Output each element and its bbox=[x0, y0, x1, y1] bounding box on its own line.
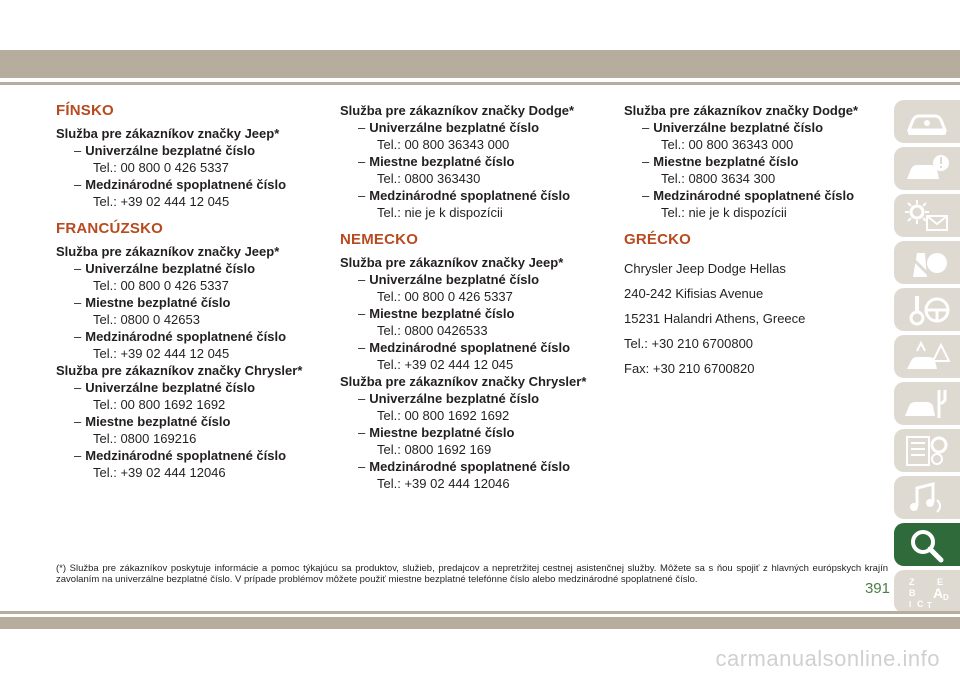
service-heading: Služba pre zákazníkov značky Jeep* bbox=[56, 126, 280, 141]
phone-number: Tel.: 00 800 0 426 5337 bbox=[93, 278, 229, 293]
tab-lights-messages[interactable] bbox=[894, 194, 960, 237]
section-title-germany: NEMECKO bbox=[340, 231, 419, 248]
car-tools-icon bbox=[903, 386, 951, 422]
footer-band bbox=[0, 617, 960, 629]
number-label: – Medzinárodné spoplatnené číslo bbox=[358, 339, 620, 356]
service-heading: Služba pre zákazníkov značky Chrysler* bbox=[56, 363, 303, 378]
address-line: Fax: +30 210 6700820 bbox=[624, 361, 755, 376]
column-1 bbox=[56, 102, 336, 481]
service-gear-icon bbox=[903, 433, 951, 469]
phone-number: Tel.: 00 800 0 426 5337 bbox=[93, 160, 229, 175]
number-label: – Univerzálne bezplatné číslo bbox=[74, 142, 336, 159]
key-steering-icon bbox=[903, 292, 951, 328]
number-label: – Univerzálne bezplatné číslo bbox=[74, 379, 336, 396]
number-label: – Univerzálne bezplatné číslo bbox=[358, 271, 620, 288]
header-band bbox=[0, 50, 960, 78]
number-label: – Medzinárodné spoplatnené číslo bbox=[74, 328, 336, 345]
number-label: – Medzinárodné spoplatnené číslo bbox=[74, 176, 336, 193]
phone-number: Tel.: 0800 363430 bbox=[377, 171, 481, 186]
tab-specifications[interactable] bbox=[894, 429, 960, 472]
section-title-france: FRANCÚZSKO bbox=[56, 220, 163, 237]
number-label: – Medzinárodné spoplatnené číslo bbox=[642, 187, 904, 204]
service-heading: Služba pre zákazníkov značky Chrysler* bbox=[340, 374, 587, 389]
index-letter: D bbox=[943, 592, 949, 602]
address-line: Tel.: +30 210 6700800 bbox=[624, 336, 754, 351]
watermark: carmanualsonline.info bbox=[715, 646, 940, 671]
number-label: – Univerzálne bezplatné číslo bbox=[358, 119, 620, 136]
index-letter: C bbox=[917, 598, 924, 609]
phone-number: Tel.: +39 02 444 12 045 bbox=[93, 346, 230, 361]
number-label: – Miestne bezplatné číslo bbox=[74, 294, 336, 311]
header-rule bbox=[0, 82, 960, 85]
service-heading: Služba pre zákazníkov značky Dodge* bbox=[624, 103, 859, 118]
tab-starting[interactable] bbox=[894, 288, 960, 331]
phone-number: Tel.: nie je k dispozícii bbox=[377, 205, 503, 220]
phone-number: Tel.: 00 800 1692 1692 bbox=[93, 397, 226, 412]
index-letter: I bbox=[909, 599, 912, 609]
tab-multimedia[interactable] bbox=[894, 476, 960, 519]
phone-number: Tel.: 00 800 1692 1692 bbox=[377, 408, 510, 423]
index-letter: E bbox=[937, 576, 944, 587]
number-label: – Miestne bezplatné číslo bbox=[642, 153, 904, 170]
multimedia-icon bbox=[903, 480, 951, 516]
service-heading: Služba pre zákazníkov značky Jeep* bbox=[56, 244, 280, 259]
light-message-icon bbox=[903, 198, 951, 234]
phone-number: Tel.: nie je k dispozícii bbox=[661, 205, 787, 220]
index-letter: T bbox=[927, 600, 932, 610]
number-label: – Medzinárodné spoplatnené číslo bbox=[358, 458, 620, 475]
address-line: 15231 Halandri Athens, Greece bbox=[624, 311, 806, 326]
column-3 bbox=[624, 102, 904, 385]
number-label: – Univerzálne bezplatné číslo bbox=[358, 390, 620, 407]
index-letter: B bbox=[909, 587, 916, 598]
number-label: – Miestne bezplatné číslo bbox=[358, 424, 620, 441]
phone-number: Tel.: +39 02 444 12 045 bbox=[377, 357, 514, 372]
number-label: – Univerzálne bezplatné číslo bbox=[642, 119, 904, 136]
phone-number: Tel.: 0800 1692 169 bbox=[377, 442, 492, 457]
section-title-finland: FÍNSKO bbox=[56, 102, 114, 119]
column-2 bbox=[340, 102, 620, 492]
phone-number: Tel.: 00 800 0 426 5337 bbox=[377, 289, 513, 304]
number-label: – Univerzálne bezplatné číslo bbox=[74, 260, 336, 277]
number-label: – Miestne bezplatné číslo bbox=[358, 305, 620, 322]
phone-number: Tel.: 0800 169216 bbox=[93, 431, 197, 446]
page-number: 391 bbox=[864, 580, 890, 597]
service-heading: Služba pre zákazníkov značky Dodge* bbox=[340, 103, 575, 118]
search-icon bbox=[903, 527, 951, 563]
tab-safety[interactable] bbox=[894, 241, 960, 284]
tab-customer-assistance[interactable] bbox=[894, 523, 960, 566]
tab-servicing[interactable] bbox=[894, 382, 960, 425]
phone-number: Tel.: 0800 3634 300 bbox=[661, 171, 776, 186]
phone-number: Tel.: +39 02 444 12 045 bbox=[93, 194, 230, 209]
phone-number: Tel.: 0800 0 42653 bbox=[93, 312, 200, 327]
car-dashboard-icon bbox=[903, 104, 951, 140]
index-letter: A bbox=[933, 584, 944, 601]
section-title-greece: GRÉCKO bbox=[624, 231, 692, 248]
phone-number: Tel.: 00 800 36343 000 bbox=[661, 137, 794, 152]
footnote: (*) Služba pre zákazníkov poskytuje informácie a pomoc týkajúcu sa produktov, služieb, predajcov a nepretržitej cestnej asistenčnej služby. Môžete sa s ňou spojiť z hlavných európskych krajín zavolaním na univerzálne bezplatné číslo. V prípade problémov môžete použiť miestne bezplatné telefónne číslo alebo medzinárodné spoplatnené číslo. bbox=[56, 562, 888, 585]
chapter-tabs bbox=[890, 100, 960, 617]
phone-number: Tel.: 0800 0426533 bbox=[377, 323, 488, 338]
tab-dashboard[interactable] bbox=[894, 100, 960, 143]
roadside-warning-icon bbox=[903, 339, 951, 375]
index-letter: Z bbox=[909, 576, 915, 587]
number-label: – Miestne bezplatné číslo bbox=[358, 153, 620, 170]
top-margin bbox=[0, 0, 960, 50]
phone-number: Tel.: +39 02 444 12046 bbox=[377, 476, 510, 491]
service-heading: Služba pre zákazníkov značky Jeep* bbox=[340, 255, 564, 270]
car-warning-icon bbox=[903, 151, 951, 187]
number-label: – Miestne bezplatné číslo bbox=[74, 413, 336, 430]
number-label: – Medzinárodné spoplatnené číslo bbox=[358, 187, 620, 204]
number-label: – Medzinárodné spoplatnené číslo bbox=[74, 447, 336, 464]
seatbelt-airbag-icon bbox=[903, 245, 951, 281]
tab-warnings[interactable] bbox=[894, 147, 960, 190]
address-line: 240-242 Kifisias Avenue bbox=[624, 286, 764, 301]
phone-number: Tel.: 00 800 36343 000 bbox=[377, 137, 510, 152]
footer-rule bbox=[0, 611, 960, 614]
phone-number: Tel.: +39 02 444 12046 bbox=[93, 465, 226, 480]
address-line: Chrysler Jeep Dodge Hellas bbox=[624, 261, 786, 276]
tab-index[interactable] bbox=[894, 570, 960, 613]
tab-emergency[interactable] bbox=[894, 335, 960, 378]
alphabet-index-icon bbox=[903, 574, 951, 610]
